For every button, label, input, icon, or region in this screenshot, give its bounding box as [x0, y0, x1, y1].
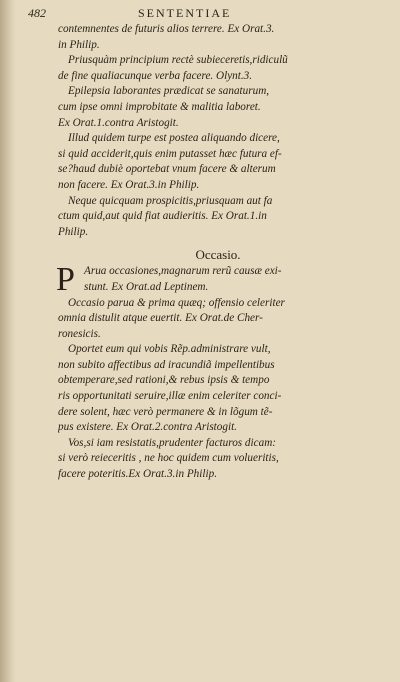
paragraph-3: [58, 84, 378, 131]
text-line: Vos,si iam resistatis,prudenter facturos dicam:: [68, 436, 276, 449]
text-line: facere poteritis.Ex Orat.3.in Philip.: [58, 468, 217, 481]
text-line: se?haud dubiè oportebat vnum facere & alterum: [58, 163, 276, 176]
text-line: obtemperare,sed rationi,& rebus ipsis & tempo: [58, 374, 270, 387]
text-line: Epilepsia laborantes prædicat se sanaturum,: [68, 85, 270, 98]
text-line: si quid acciderit,quis enim putasset hæc futura ef-: [58, 147, 282, 160]
text-line: Neque quicquam prospicitis,priusquam aut fa: [68, 194, 273, 207]
page-number: 482: [28, 6, 46, 20]
drop-cap: P: [56, 261, 75, 299]
text-line: ris opportunitati seruire,illæ enim celeriter conci-: [58, 390, 282, 403]
paragraph-1: [58, 22, 378, 53]
section-paragraph-2: [58, 296, 378, 343]
page-gutter: [0, 0, 16, 682]
paragraph-4: [58, 131, 378, 193]
paragraph-2: [58, 53, 378, 84]
section-paragraph-4: [58, 436, 378, 483]
section-heading: Occasio.: [195, 247, 241, 263]
text-line: Ex Orat.1.contra Aristogit.: [58, 116, 179, 129]
text-line: in Philip.: [58, 38, 100, 51]
text-line: Priusquàm principium rectè subieceretis,ridiculũ: [68, 54, 288, 67]
text-line: Philip.: [58, 225, 89, 238]
text-line: Occasio parua & prima quæq; offensio celeriter: [68, 296, 285, 309]
text-line: non facere. Ex Orat.3.in Philip.: [58, 178, 200, 191]
text-line: ronesicis.: [58, 327, 101, 340]
section-paragraph-3: [58, 342, 378, 436]
text-line: contemnentes de futuris alios terrere. Ex Orat.3.: [58, 23, 275, 35]
text-line: cum ipse omni improbitate & malitia laboret.: [58, 100, 261, 113]
text-line: dere solent, hæc verò permanere & in lõgum tẽ-: [58, 405, 273, 418]
text-line: Illud quidem turpe est postea aliquando dicere,: [68, 132, 280, 145]
text-line: non subito affectibus ad iracundiã impellentibus: [58, 358, 275, 371]
section-paragraph-1: [56, 261, 378, 299]
text-line: de fine qualiacunque verba facere. Olynt.3.: [58, 69, 253, 82]
text-line: stunt. Ex Orat.ad Leptinem.: [84, 280, 209, 293]
text-line: Arua occasiones,magnarum rerũ causæ exi-: [84, 265, 282, 278]
text-line: Oportet eum qui vobis Rẽp.administrare vult,: [68, 343, 271, 356]
text-line: ctum quid,aut quid fiat audieritis. Ex Orat.1.in: [58, 210, 267, 223]
paragraph-5: [58, 194, 378, 241]
text-line: omnia distulit atque euertit. Ex Orat.de Cher-: [58, 312, 263, 325]
page-text: [58, 22, 378, 483]
running-title: SENTENTIAE: [138, 6, 232, 20]
text-line: si verò reieceritis , ne hoc quidem cum volueritis,: [58, 452, 279, 465]
text-line: pus existere. Ex Orat.2.contra Aristogit.: [58, 421, 237, 434]
